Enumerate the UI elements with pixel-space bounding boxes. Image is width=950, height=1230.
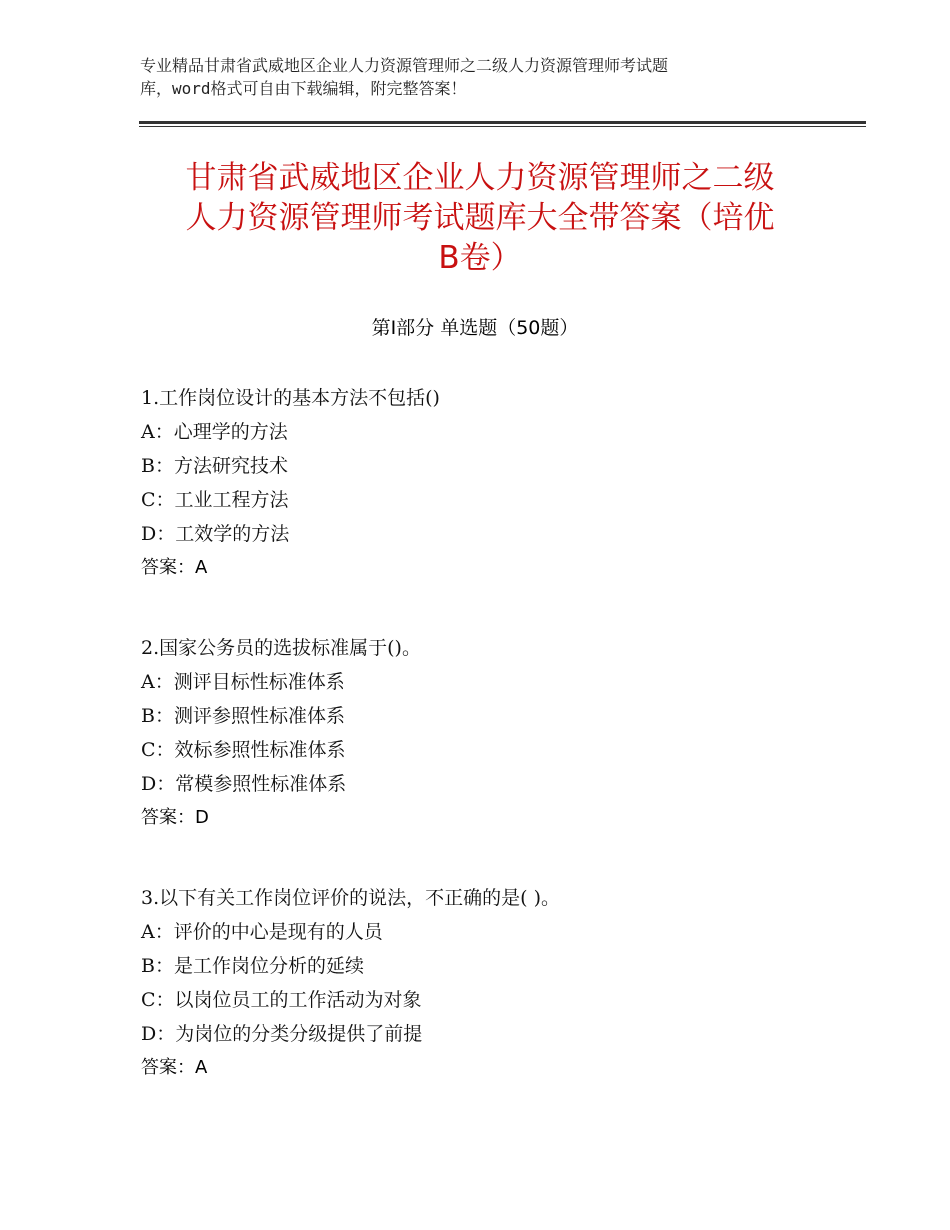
- header-rule-thin: [139, 126, 866, 127]
- option-b: B：是工作岗位分析的延续: [141, 955, 364, 977]
- question-stem: 2.国家公务员的选拔标准属于()。: [141, 637, 421, 659]
- answer-line: 答案：A: [141, 1057, 208, 1078]
- question-list: [141, 381, 821, 1131]
- question-stem: 1.工作岗位设计的基本方法不包括(): [141, 387, 440, 409]
- header-note: [140, 54, 780, 100]
- option-a: A：测评目标性标准体系: [141, 671, 345, 693]
- option-d: D：为岗位的分类分级提供了前提: [141, 1023, 423, 1045]
- document-title: [140, 158, 820, 278]
- question-2: [141, 631, 821, 835]
- header-note-line-2: 库，word格式可自由下载编辑，附完整答案！: [140, 79, 467, 98]
- question-1: [141, 381, 821, 585]
- header-note-line-1: 专业精品甘肃省武威地区企业人力资源管理师之二级人力资源管理师考试题: [140, 56, 669, 75]
- title-line-1: 甘肃省武威地区企业人力资源管理师之二级: [185, 160, 775, 196]
- question-3: [141, 881, 821, 1085]
- option-a: A：评价的中心是现有的人员: [141, 921, 383, 943]
- option-c: C：效标参照性标准体系: [141, 739, 346, 761]
- option-b: B：测评参照性标准体系: [141, 705, 345, 727]
- option-b: B：方法研究技术: [141, 455, 288, 477]
- option-d: D：常模参照性标准体系: [141, 773, 347, 795]
- header-rule-thick: [139, 121, 866, 124]
- question-stem: 3.以下有关工作岗位评价的说法，不正确的是( )。: [141, 887, 560, 909]
- option-a: A：心理学的方法: [141, 421, 288, 443]
- option-c: C：工业工程方法: [141, 489, 289, 511]
- title-line-3: B卷）: [438, 240, 522, 276]
- option-c: C：以岗位员工的工作活动为对象: [141, 989, 422, 1011]
- title-line-2: 人力资源管理师考试题库大全带答案（培优: [185, 200, 775, 236]
- section-heading: 第Ⅰ部分 单选题（50题）: [371, 317, 579, 339]
- answer-line: 答案：D: [141, 807, 209, 828]
- option-d: D：工效学的方法: [141, 523, 290, 545]
- answer-line: 答案：A: [141, 557, 208, 578]
